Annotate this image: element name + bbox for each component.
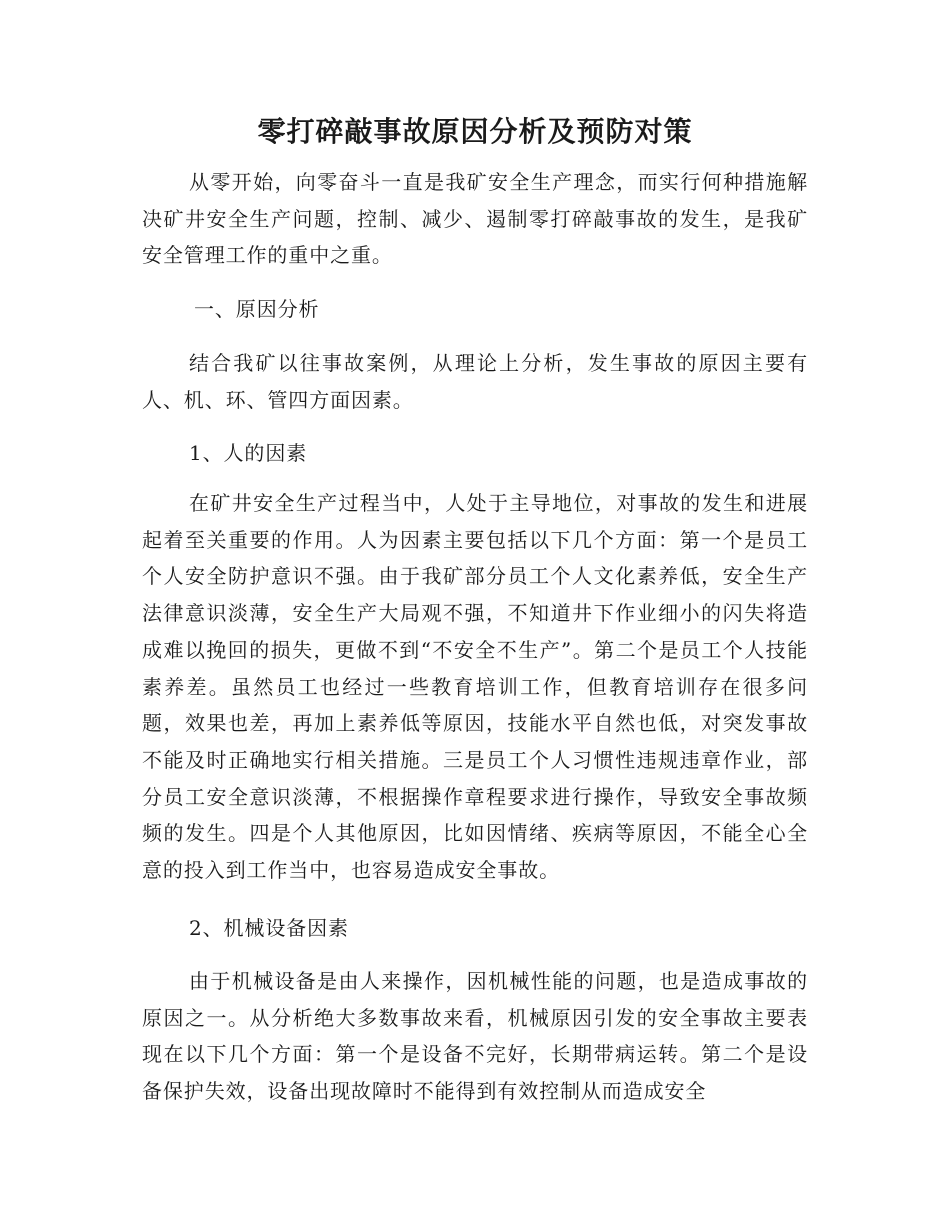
human-factors-paragraph: 在矿井安全生产过程当中，人处于主导地位，对事故的发生和进展起着至关重要的作用。人为因素主要包括以下几个方面：第一个是员工个人安全防护意识不强。由于我矿部分员工个人文化素养低，安全生产法律意识淡薄，安全生产大局观不强，不知道井下作业细小的闪失将造成难以挽回的损失，更做不到“不安全不生产”。第二个是员工个人技能素养差。虽然员工也经过一些教育培训工作，但教育培训存在很多问题，效果也差，再加上素养低等原因，技能水平自然也低，对突发事故不能及时正确地实行相关措施。三是员工个人习惯性违规违章作业，部分员工安全意识淡薄，不根据操作章程要求进行操作，导致安全事故频频的发生。四是个人其他原因，比如因情绪、疾病等原因，不能全心全意的投入到工作当中，也容易造成安全事故。	[142, 491, 808, 883]
intro-paragraph: 从零开始，向零奋斗一直是我矿安全生产理念，而实行何种措施解决矿井安全生产问题，控制、减少、遏制零打碎敲事故的发生，是我矿安全管理工作的重中之重。	[142, 170, 808, 268]
cause-analysis-paragraph: 结合我矿以往事故案例，从理论上分析，发生事故的原因主要有人、机、环、管四方面因素。	[142, 351, 808, 412]
equipment-factors-paragraph: 由于机械设备是由人来操作，因机械性能的问题，也是造成事故的原因之一。从分析绝大多数事故来看，机械原因引发的安全事故主要表现在以下几个方面：第一个是设备不完好，长期带病运转。第二个是设备保护失效，设备出现故障时不能得到有效控制从而造成安全	[142, 969, 808, 1104]
subheading-human-factors: 1、人的因素	[189, 441, 308, 465]
document-title: 零打碎敲事故原因分析及预防对策	[257, 115, 693, 148]
subheading-equipment-factors: 2、机械设备因素	[189, 916, 349, 940]
section-heading-cause-analysis: 一、原因分析	[194, 297, 320, 321]
